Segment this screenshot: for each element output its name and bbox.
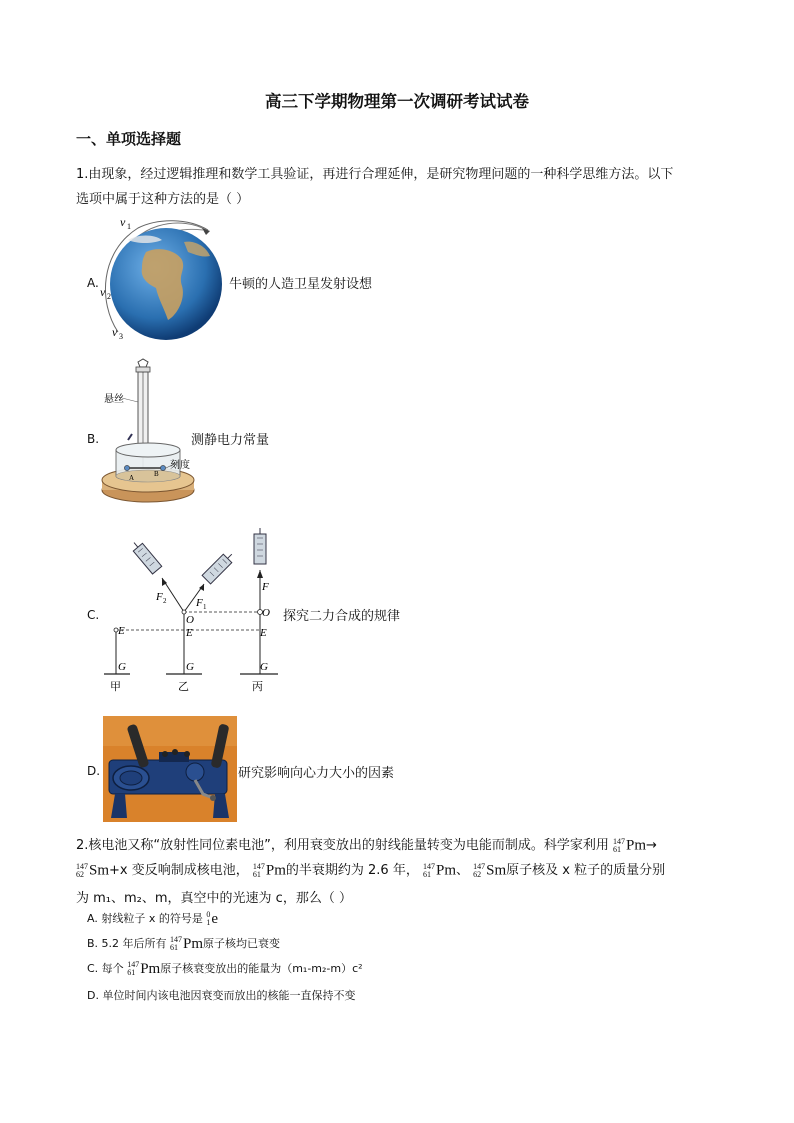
q2-option-d: D. 单位时间内该电池因衰变而放出的核能一直保持不变 xyxy=(87,989,356,1002)
label-v2: v xyxy=(100,285,106,299)
label-g-bing: G xyxy=(260,661,268,673)
nuclide-sm: 147 62 Sm xyxy=(76,862,110,880)
spring-scale-f xyxy=(254,528,266,564)
q2-option-b: B. 5.2 年后所有 147 61 Pm原子核均已衰变 xyxy=(87,935,281,953)
label-bing: 丙 xyxy=(252,681,263,693)
label-b: B xyxy=(154,470,159,478)
nuclide-sm: 147 62 Sm xyxy=(473,862,507,880)
label-v1: v xyxy=(120,215,126,229)
q1-option-d-letter: D. xyxy=(87,764,101,778)
section-heading: 一、单项选择题 xyxy=(76,130,182,148)
label-e-yi: E xyxy=(186,627,193,639)
q2-option-a: A. 射线粒子 x 的符号是 0 1 e xyxy=(87,910,218,928)
nuclide-pm: 147 61 Pm xyxy=(422,862,456,880)
page-title: 高三下学期物理第一次调研考试试卷 xyxy=(265,92,529,111)
q2-option-c: C. 每个 147 61 Pm原子核衰变放出的能量为（m₁-m₂-m）c² xyxy=(87,960,363,978)
q1-stem-line2: 选项中属于这种方法的是（ ） xyxy=(76,192,250,207)
q2-stem-line3: 为 m₁、m₂、m，真空中的光速为 c，那么（ ） xyxy=(76,891,352,906)
q1-option-c-caption: 探究二力合成的规律 xyxy=(283,609,401,624)
q1-option-c-letter: C. xyxy=(87,608,100,622)
spring-scale-f1 xyxy=(202,550,236,584)
nuclide-e: 0 1 e xyxy=(206,910,218,928)
label-a: A xyxy=(129,474,135,482)
label-v3: v xyxy=(112,325,118,339)
q2-stem-line1 xyxy=(76,834,657,855)
nuclide-pm: 147 61 Pm xyxy=(127,960,161,978)
label-jia: 甲 xyxy=(110,681,121,693)
torsion-balance-figure xyxy=(100,358,200,510)
label-f2-sub: 2 xyxy=(163,597,167,605)
label-o-bing: O xyxy=(262,607,270,619)
q1-option-a-letter: A. xyxy=(87,276,99,290)
label-fiber: 悬丝 xyxy=(104,394,124,405)
label-v3-sub: 3 xyxy=(119,332,123,341)
label-v2-sub: 2 xyxy=(107,292,111,301)
q1-option-a-caption: 牛顿的人造卫星发射设想 xyxy=(229,277,373,292)
knob-icon xyxy=(138,359,148,367)
spring-scale-f2 xyxy=(129,539,161,574)
nuclide-pm: 147 61 Pm xyxy=(613,837,647,855)
nuclide-pm: 147 61 Pm xyxy=(170,935,204,953)
label-v1-sub: 1 xyxy=(127,222,131,231)
q2-line1-text: 2.核电池又称“放射性同位素电池”，利用衰变放出的射线能量转变为电能而制成。科学家利用 xyxy=(76,838,609,853)
centripetal-force-photo xyxy=(103,716,237,822)
label-o-yi: O xyxy=(186,614,194,626)
q1-stem-line1: 1.由现象，经过逻辑推理和数学工具验证，再进行合理延伸，是研究物理问题的一种科学思维方法。以下 xyxy=(76,167,674,182)
label-f1: F xyxy=(196,597,203,609)
arrow: → xyxy=(646,838,657,853)
label-f1-sub: 1 xyxy=(203,603,207,611)
label-e-jia: E xyxy=(118,625,125,637)
label-g-jia: G xyxy=(118,661,126,673)
nuclide-pm: 147 61 Pm xyxy=(252,862,286,880)
label-f2: F xyxy=(156,591,163,603)
q1-option-b-letter: B. xyxy=(87,432,100,446)
label-f: F xyxy=(262,581,269,593)
q1-option-d-caption: 研究影响向心力大小的因素 xyxy=(238,766,395,781)
label-yi: 乙 xyxy=(178,681,189,693)
earth-satellite-figure xyxy=(98,212,228,344)
label-e-bing: E xyxy=(260,627,267,639)
q1-option-b-caption: 测静电力常量 xyxy=(191,433,270,448)
force-composition-figure xyxy=(100,528,285,696)
label-scale: 刻度 xyxy=(170,460,190,471)
q2-stem-line2: 147 62 Sm+x 变反响制成核电池， 147 61 Pm的半衰期约为 2.6 年， 147 61 Pm、 147 62 Sm原子核及 x 粒子的质量分别 xyxy=(76,862,666,880)
label-g-yi: G xyxy=(186,661,194,673)
